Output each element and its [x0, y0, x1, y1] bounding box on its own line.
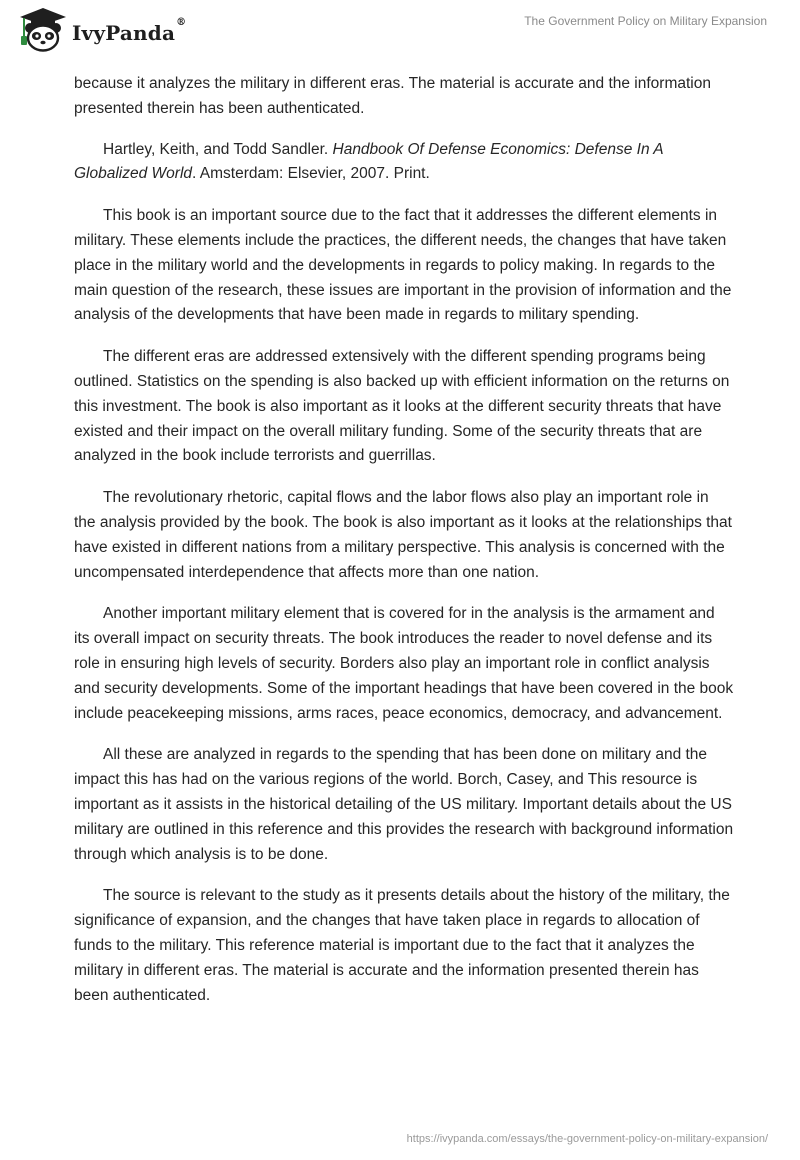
- brand-name: IvyPanda®: [72, 17, 187, 45]
- body-paragraph: All these are analyzed in regards to the spending that has been done on military and the impact this has had on the various regions of the world. Borch, Casey, and This resource is important as it assists in the historical detailing of the US military. Important details about the US military are outlined in this reference and this provides the research with background information through which analysis is to be done.: [74, 746, 734, 863]
- body-paragraph: because it analyzes the military in different eras. The material is accurate and the information presented therein has been authenticated.: [74, 75, 711, 117]
- page-header: [0, 0, 800, 60]
- document-title: The Government Policy on Military Expansion: [524, 14, 767, 28]
- body-paragraph: Another important military element that is covered for in the analysis is the armament and its overall impact on security threats. The book introduces the reader to novel defense and its role in ensuring high levels of security. Borders also play an important role in conflict analysis and security developments. Some of the important headings that have been covered in the book include peacekeeping missions, arms races, peace economics, democracy, and advancement.: [74, 605, 734, 722]
- body-paragraph: This book is an important source due to the fact that it addresses the different elements in military. These elements include the practices, the different needs, the changes that have taken place in the military world and the developments in regards to policy making. In regards to the main question of the research, these issues are important in the provision of information and the analysis of the developments that have been made in regards to military spending.: [74, 207, 732, 324]
- citation-authors: Hartley, Keith, and Todd Sandler.: [103, 140, 333, 158]
- panda-graduate-icon: [14, 6, 66, 52]
- citation-title: Handbook Of Defense Economics: Defense In A Globalized World: [74, 140, 664, 183]
- citation: [74, 138, 734, 188]
- source-url[interactable]: https://ivypanda.com/essays/the-government-policy-on-military-expansion/: [406, 1133, 768, 1145]
- body-paragraph: The different eras are addressed extensively with the different spending programs being outlined. Statistics on the spending is also backed up with efficient information on the returns on this investment. The book is also important as it looks at the different security threats that have existed and their impact on the overall military funding. Some of the security threats that are analyzed in the book include terrorists and guerrillas.: [74, 348, 730, 465]
- body-paragraph: The revolutionary rhetoric, capital flows and the labor flows also play an important role in the analysis provided by the book. The book is also important as it looks at the relationships that have existed in different nations from a military perspective. This analysis is concerned with the uncompensated interdependence that affects more than one nation.: [74, 489, 732, 581]
- brand-logo[interactable]: [14, 9, 186, 49]
- citation-publisher: . Amsterdam: Elsevier, 2007. Print.: [192, 165, 430, 183]
- body-paragraph: The source is relevant to the study as it presents details about the history of the military, the significance of expansion, and the changes that have taken place in regards to allocation of funds to the military. This reference material is important due to the fact that it analyzes the military in different eras. The material is accurate and the information presented therein has been authenticated.: [74, 887, 730, 1004]
- document-body: [74, 72, 734, 1025]
